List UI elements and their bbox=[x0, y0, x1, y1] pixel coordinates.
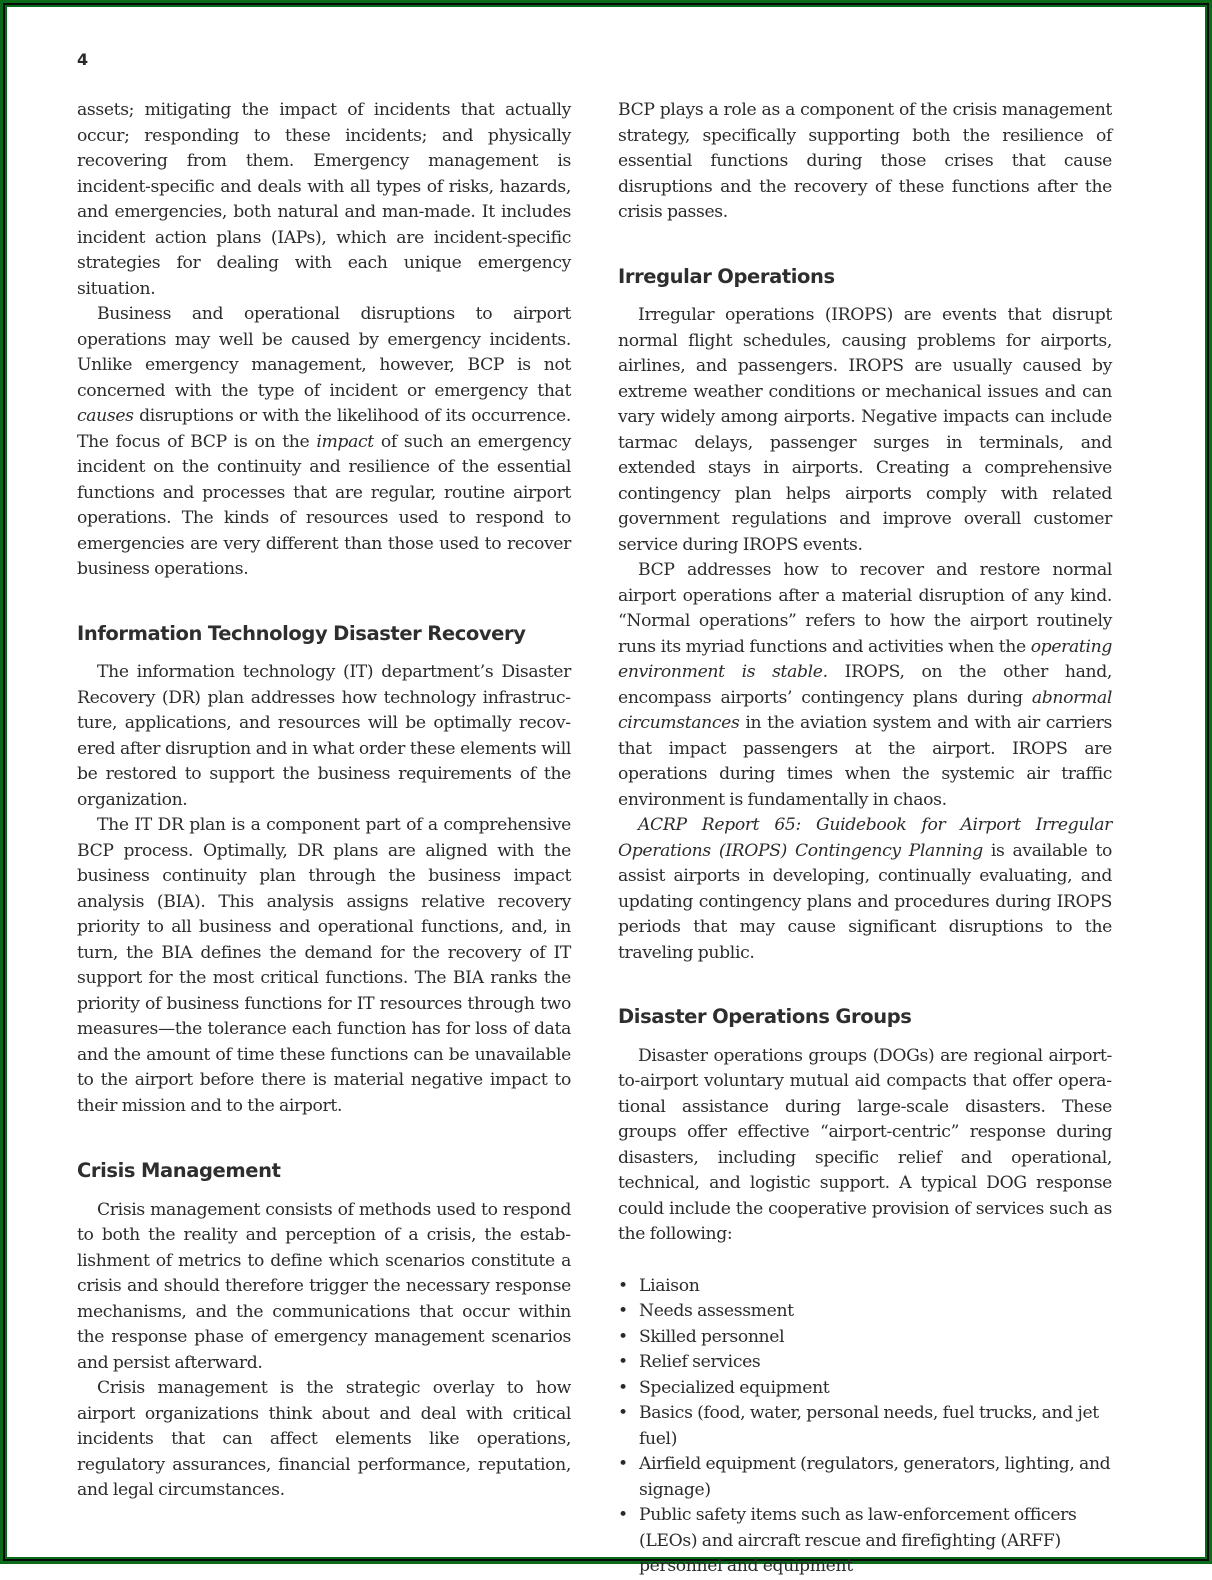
it-dr-paragraph-2: The IT DR plan is a component part of a comprehensive BCP process. Optimally, DR plans are aligned with the business continuity plan through the business impact analysis (BIA). This analysis assigns relative recovery priority to all business and operational functions, and, in turn, the BIA defines the demand for the recovery of IT support for the most critical functions. The BIA ranks the priority of business functions for IT resources through two measures—the tolerance each function has for loss of data and the amount of time these functions can be unavailable to the airport before there is material negative impact to their mission and to the airport. bbox=[77, 815, 571, 1116]
list-item bbox=[618, 1376, 1112, 1402]
bullet-icon: • bbox=[618, 1275, 628, 1296]
report-title-citation: ACRP Report 65: Guidebook for Airport Irregular Operations (IROPS) Contingency Planning bbox=[618, 815, 1112, 861]
text-span: BCP addresses how to recover and restore normal airport operations after a material disruption of any kind. “Normal operations” refers to how the airport routinely runs its myriad functions and activities when the bbox=[618, 560, 1112, 657]
bullet-icon: • bbox=[618, 1454, 628, 1474]
bullet-icon: • bbox=[618, 1352, 628, 1372]
list-item-text: Public safety items such as law-enforcement officers (LEOs) and aircraft rescue and firefighting (ARFF) personnel and equipment bbox=[639, 1505, 1077, 1576]
bullet-icon: • bbox=[618, 1505, 628, 1525]
emphasis-impact: impact bbox=[316, 431, 374, 452]
list-item bbox=[618, 1401, 1112, 1452]
text-span: in the aviation system and with air carriers that impact passengers at the airport. IROPS are operations during times when the systemic air traffic environment is fundamentally in chaos. bbox=[618, 713, 1112, 810]
it-dr-paragraph-1: The information technology (IT) department’s Disaster Recovery (DR) plan addresses how technology infrastructure, applications, and resources will be optimally recovered after disruption and in what order these elements will be restored to support the business requirements of the organization. bbox=[77, 662, 571, 810]
heading-crisis-management: Crisis Management bbox=[77, 1159, 281, 1182]
list-item-text: Airfield equipment (regulators, generators, lighting, and signage) bbox=[639, 1454, 1111, 1500]
right-column bbox=[618, 98, 1112, 1580]
page-number: 4 bbox=[77, 50, 89, 69]
heading-irregular-operations: Irregular Operations bbox=[618, 264, 835, 288]
text-span: IROPS, on the other hand, encompass airports’ contingency plans during bbox=[618, 662, 1113, 708]
list-item bbox=[618, 1350, 1112, 1376]
irops-paragraph-1: Irregular operations (IROPS) are events that disrupt normal flight schedules, causing problems for airports, airlines, and passengers. IROPS are usually caused by extreme weather conditions or mechanical issues and can vary widely among airports. Negative impacts can include tarmac delays, passenger surges in terminals, and extended stays in airports. Creating a comprehensive contingency plan helps airports comply with related government regulations and improve overall customer service during IROPS events. bbox=[618, 305, 1112, 555]
bullet-icon: • bbox=[618, 1403, 628, 1423]
text-span: is available to assist airports in developing, continually evaluating, and updating contingency plans and procedures during IROPS periods that may cause significant disruptions to the traveling public. bbox=[618, 840, 1112, 963]
bullet-icon: • bbox=[618, 1326, 628, 1347]
bcp-paragraph bbox=[77, 302, 571, 583]
crisis-paragraph-2: Crisis management is the strategic overlay to how airport organizations think about and deal with critical incidents that can affect elements like operations, regulatory assurances, financial performance, reputation, and legal circumstances. bbox=[77, 1378, 571, 1500]
list-item-text: Specialized equipment bbox=[639, 1377, 830, 1398]
list-item bbox=[618, 1325, 1112, 1351]
heading-disaster-operations-groups: Disaster Operations Groups bbox=[618, 1005, 912, 1028]
text-span: of such an emergency incident on the continuity and resilience of the essential functions and processes that are regular, routine airport operations. The kinds of resources used to respond to emergencies are very different than those used to recover business operations. bbox=[77, 431, 571, 579]
emphasis-causes: causes bbox=[77, 406, 134, 426]
intro-paragraph: assets; mitigating the impact of incidents that actually occur; responding to these incidents; and physically recovering from them. Emergency management is incident-specific and deals with all types of risks, hazards, and emergencies, both natural and man-made. It includes incident action plans (IAPs), which are incident-specific strategies for dealing with each unique emergency situation. bbox=[77, 100, 571, 299]
list-item bbox=[618, 1299, 1112, 1325]
list-item-text: Skilled personnel bbox=[639, 1326, 785, 1347]
bcp-role-paragraph: BCP plays a role as a component of the crisis management strategy, specifically supporting both the resilience of essential functions during those crises that cause disruptions and the recovery of these functions after the crisis passes. bbox=[618, 100, 1112, 222]
dog-paragraph: Disaster operations groups (DOGs) are regional airport-to-airport voluntary mutual aid compacts that offer operational assistance during large-scale disasters. These groups offer effective “airport-centric” response during disasters, including specific relief and operational, technical, and logistic support. A typical DOG response could include the cooperative provision of services such as the following: bbox=[618, 1045, 1112, 1244]
emphasis-operating-environment: operating environment is stable. bbox=[618, 636, 1112, 682]
crisis-paragraph-1: Crisis management consists of methods used to respond to both the reality and perception of a crisis, the establishment of metrics to define which scenarios constitute a crisis and should therefore trigger the necessary response mechanisms, and the communications that occur within the response phase of emergency management scenarios and persist afterward. bbox=[77, 1199, 571, 1373]
list-item-text: Basics (food, water, personal needs, fuel trucks, and jet fuel) bbox=[639, 1403, 1099, 1449]
bullet-icon: • bbox=[618, 1301, 628, 1321]
irops-paragraph-3 bbox=[618, 813, 1112, 966]
dog-services-list bbox=[618, 1274, 1112, 1580]
list-item bbox=[618, 1452, 1112, 1503]
list-item-text: Relief services bbox=[639, 1352, 761, 1372]
emphasis-abnormal-circumstances: abnormal circumstances bbox=[618, 687, 1112, 733]
heading-it-disaster-recovery: Information Technology Disaster Recovery bbox=[77, 621, 526, 645]
irops-paragraph-2 bbox=[618, 558, 1112, 813]
left-column bbox=[77, 98, 571, 1504]
bullet-icon: • bbox=[618, 1377, 628, 1398]
list-item-text: Liaison bbox=[639, 1275, 700, 1296]
text-span: Business and operational disruptions to airport operations may well be caused by emergency incidents. Unlike emergency management, however, BCP is not concerned with the type of incident or emergency that bbox=[77, 304, 571, 401]
text-span: disruptions or with the likelihood of its occurrence. The focus of BCP is on the bbox=[77, 406, 571, 452]
list-item bbox=[618, 1274, 1112, 1300]
list-item bbox=[618, 1503, 1112, 1580]
list-item-text: Needs assessment bbox=[639, 1301, 794, 1321]
